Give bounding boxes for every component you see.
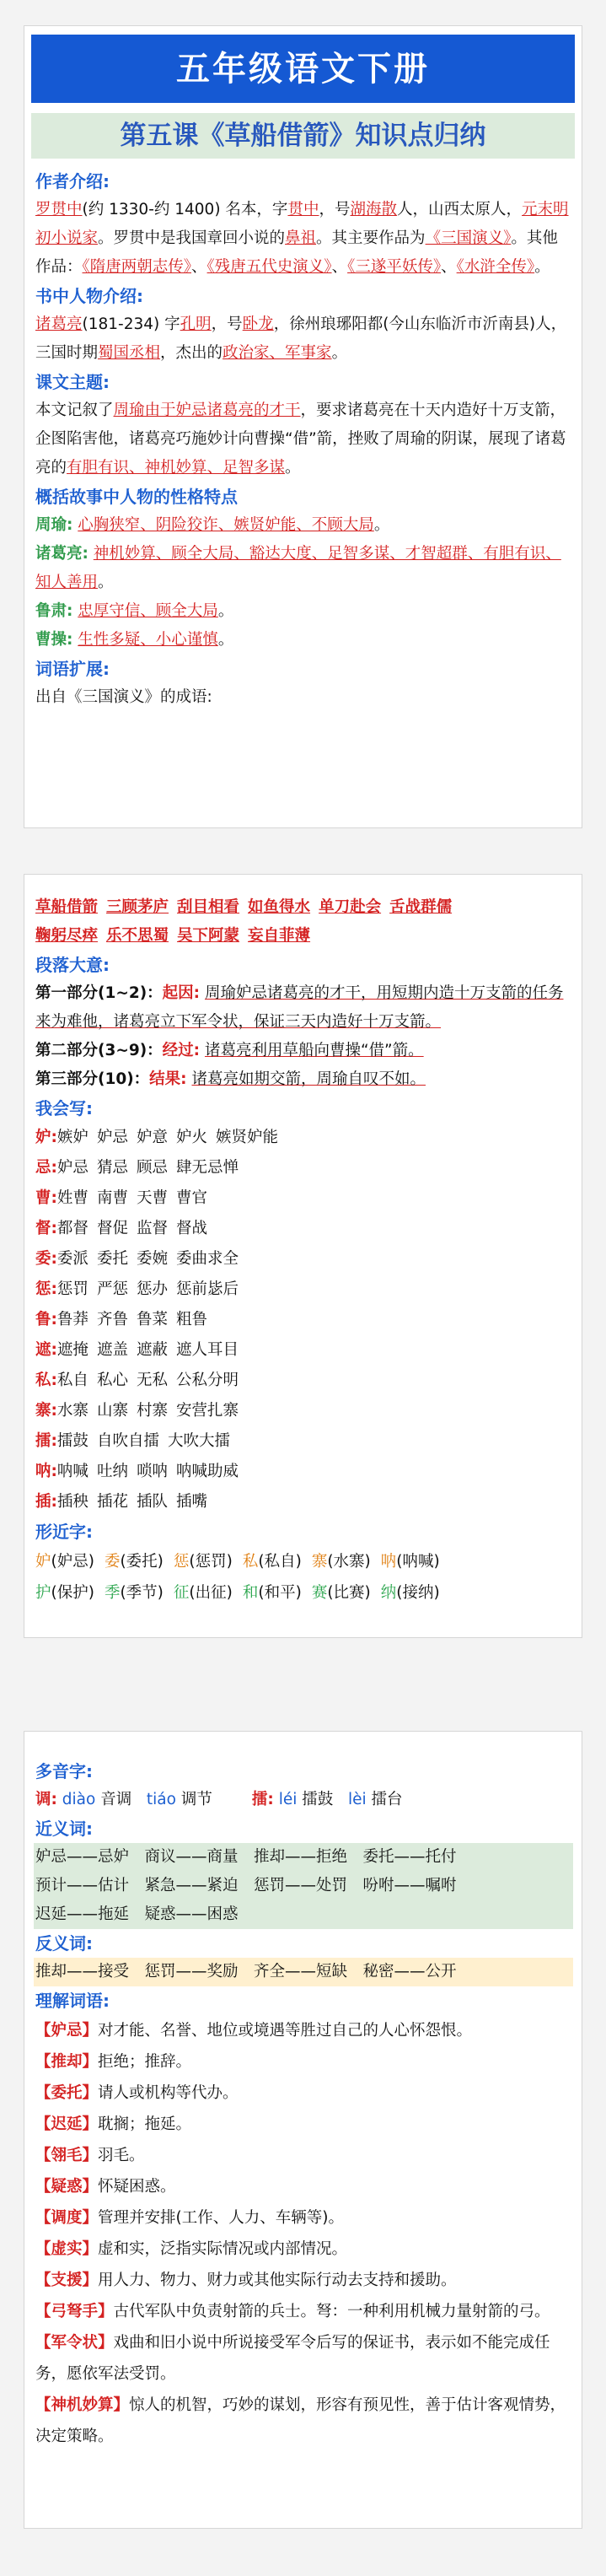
write-char: 妒 (35, 1129, 51, 1146)
write-word: 插嘴 (175, 1493, 207, 1511)
write-word: 村寨 (136, 1402, 168, 1420)
write-word: 南曹 (96, 1189, 128, 1207)
antonym-box (34, 1958, 573, 1986)
write-word: 顾忌 (136, 1159, 168, 1177)
idiom-list (35, 893, 571, 951)
write-word: 私心 (96, 1372, 128, 1389)
write-word: 鲁菜 (136, 1311, 168, 1328)
definition-item: 【迟延】耽搁；拖延。 (35, 2115, 192, 2133)
write-word: 遮蔽 (136, 1341, 168, 1359)
write-list (35, 1123, 571, 1517)
write-word: 粗鲁 (175, 1311, 207, 1328)
lesson-subtitle: 第五课《草船借箭》知识点归纳 (31, 113, 575, 159)
idiom: 妄自菲薄 (248, 927, 311, 945)
page-title: 五年级语文下册 (31, 35, 575, 103)
author-paragraph: 罗贯中(约 1330-约 1400) 名本，字贯中，号湖海散人，山西太原人，元末明初小说家。罗贯中是我国章回小说的鼻祖。其主要作品为《三国演义》。其他作品：《隋唐两朝志传》、《残唐五代史演义》、《三遂平妖传》、《水浒全传》。 (35, 201, 569, 276)
write-word: 妒忌 (96, 1129, 128, 1146)
write-char: 擂 (35, 1432, 51, 1450)
poly-heading: 多音字: (35, 1761, 93, 1781)
similar-heading: 形近字: (35, 1522, 93, 1542)
similar-item: 赛(比赛) (311, 1584, 371, 1602)
similar-item: 护(保护) (35, 1584, 94, 1602)
write-word: 无私 (136, 1372, 168, 1389)
definition-list (35, 2015, 571, 2452)
idiom: 草船借箭 (35, 898, 99, 916)
write-word: 嫉贤妒能 (215, 1129, 278, 1146)
write-word: 遮掩 (56, 1341, 88, 1359)
write-char: 私 (35, 1372, 51, 1389)
write-word: 严惩 (96, 1280, 128, 1298)
character-heading: 书中人物介绍: (35, 286, 143, 306)
definition-item: 【弓弩手】古代军队中负责射箭的兵士。弩：一种利用机械力量射箭的弓。 (35, 2303, 550, 2320)
write-char: 插 (35, 1493, 51, 1511)
idiom: 单刀赴会 (319, 898, 382, 916)
synonym-row: 妒忌——忌妒 商议——商量 推却——拒绝 委托——托付 (35, 1848, 457, 1866)
write-word: 委婉 (136, 1250, 168, 1268)
write-word: 都督 (56, 1220, 88, 1237)
write-word: 遮人耳目 (175, 1341, 239, 1359)
synonym-row: 预计——估计 紧急——紧迫 惩罚——处罚 吩咐——嘱咐 (35, 1877, 457, 1894)
definition-item: 【虚实】虚和实，泛指实际情况或内部情况。 (35, 2240, 348, 2258)
theme-paragraph: 本文记叙了周瑜由于妒忌诸葛亮的才干，要求诸葛亮在十天内造好十万支箭，企图陷害他，诸葛亮巧施妙计向曹操“借”箭，挫败了周瑜的阴谋，展现了诸葛亮的有胆有识、神机妙算、足智多谋。 (35, 401, 566, 477)
idiom: 三顾茅庐 (106, 898, 169, 916)
definition-item: 【翎毛】羽毛。 (35, 2147, 145, 2164)
trait-item: 周瑜: 心胸狭窄、阴险狡诈、嫉贤妒能、不顾大局。 (35, 516, 390, 534)
definition-item: 【神机妙算】惊人的机智，巧妙的谋划，形容有预见性，善于估计客观情势，决定策略。 (35, 2396, 566, 2445)
write-word: 吐纳 (96, 1463, 128, 1480)
write-word: 惩前毖后 (175, 1280, 239, 1298)
idiom: 舌战群儒 (389, 898, 453, 916)
character-paragraph: 诸葛亮(181-234) 字孔明，号卧龙，徐州琅琊阳都(今山东临沂市沂南县)人，三国时期蜀国丞相，杰出的政治家、军事家。 (35, 315, 567, 362)
write-word: 公私分明 (175, 1372, 239, 1389)
similar-row (35, 1546, 571, 1577)
write-word: 督战 (175, 1220, 207, 1237)
write-word: 鲁莽 (56, 1311, 88, 1328)
antonym-row: 推却——接受 惩罚——奖励 齐全——短缺 秘密——公开 (35, 1963, 457, 1981)
write-char: 惩 (35, 1280, 51, 1298)
trait-item: 曹操: 生性多疑、小心谨慎。 (35, 631, 234, 649)
sections-card (24, 874, 582, 1638)
write-word: 惩罚 (56, 1280, 88, 1298)
definition-heading: 理解词语: (35, 1991, 110, 2011)
write-word: 自吹自擂 (96, 1432, 159, 1450)
section-item: 第二部分(3~9)：经过: 诸葛亮利用草船向曹操“借”箭。 (35, 1042, 424, 1059)
author-heading: 作者介绍: (35, 171, 110, 191)
write-char: 呐 (35, 1463, 51, 1480)
write-word: 妒意 (136, 1129, 168, 1146)
write-row: 私:私自 私心 无私 公私分明 (35, 1372, 239, 1389)
write-char: 委 (35, 1250, 51, 1268)
traits-list (35, 511, 571, 655)
write-word: 插秧 (56, 1493, 88, 1511)
write-word: 呐喊助威 (175, 1463, 239, 1480)
vocab-heading: 词语扩展: (35, 659, 110, 679)
write-word: 天曹 (136, 1189, 168, 1207)
similar-item: 私(私自) (242, 1553, 302, 1571)
similar-item: 妒(妒忌) (35, 1553, 94, 1571)
write-row: 寨:水寨 山寨 村寨 安营扎寨 (35, 1402, 239, 1420)
write-char: 曹 (35, 1189, 51, 1207)
similar-item: 季(季节) (104, 1584, 164, 1602)
write-word: 私自 (56, 1372, 88, 1389)
write-char: 鲁 (35, 1311, 51, 1328)
write-word: 擂鼓 (56, 1432, 88, 1450)
theme-heading: 课文主题: (35, 372, 110, 392)
write-word: 肆无忌惮 (175, 1159, 239, 1177)
trait-item: 鲁肃: 忠厚守信、顾全大局。 (35, 602, 234, 620)
definition-item: 【支援】用人力、物力、财力或其他实际行动去支持和援助。 (35, 2272, 457, 2289)
write-heading: 我会写: (35, 1098, 93, 1118)
write-word: 安营扎寨 (175, 1402, 239, 1420)
write-word: 插队 (136, 1493, 168, 1511)
section-item: 第一部分(1~2)：起因: 周瑜妒忌诸葛亮的才干，用短期内造十万支箭的任务来为难他，诸葛亮立下军令状，保证三天内造好十万支箭。 (35, 984, 564, 1031)
write-word: 唢呐 (136, 1463, 168, 1480)
write-char: 遮 (35, 1341, 51, 1359)
idiom: 刮目相看 (177, 898, 240, 916)
definition-item: 【推却】拒绝；推辞。 (35, 2053, 192, 2071)
write-row: 忌:妒忌 猜忌 顾忌 肆无忌惮 (35, 1159, 239, 1177)
write-row: 妒:嫉妒 妒忌 妒意 妒火 嫉贤妒能 (35, 1129, 278, 1146)
definition-item: 【妒忌】对才能、名誉、地位或境遇等胜过自己的人心怀怨恨。 (35, 2022, 473, 2040)
definition-item: 【委托】请人或机构等代办。 (35, 2084, 239, 2102)
antonym-heading: 反义词: (35, 1933, 93, 1954)
write-row: 督:都督 督促 监督 督战 (35, 1220, 207, 1237)
write-row: 呐:呐喊 吐纳 唢呐 呐喊助威 (35, 1463, 239, 1480)
write-word: 呐喊 (56, 1463, 88, 1480)
intro-card (24, 25, 582, 828)
write-word: 妒忌 (56, 1159, 88, 1177)
definition-item: 【调度】管理并安排(工作、人力、车辆等)。 (35, 2209, 344, 2227)
similar-row (35, 1577, 571, 1609)
synonym-row: 迟延——拖延 疑惑——困惑 (35, 1905, 239, 1923)
similar-item: 呐(呐喊) (380, 1553, 440, 1571)
write-word: 遮盖 (96, 1341, 128, 1359)
synonym-box (34, 1843, 573, 1929)
similar-item: 惩(惩罚) (173, 1553, 233, 1571)
definition-item: 【军令状】戏曲和旧小说中所说接受军令后写的保证书，表示如不能完成任务，愿依军法受罚。 (35, 2334, 550, 2383)
write-row: 插:插秧 插花 插队 插嘴 (35, 1493, 207, 1511)
vocab-text: 出自《三国演义》的成语: (35, 688, 212, 706)
definition-item: 【疑惑】怀疑困惑。 (35, 2178, 176, 2196)
write-word: 山寨 (96, 1402, 128, 1420)
similar-item: 和(和平) (242, 1584, 302, 1602)
write-word: 齐鲁 (96, 1311, 128, 1328)
write-word: 惩办 (136, 1280, 168, 1298)
trait-item: 诸葛亮: 神机妙算、顾全大局、豁达大度、足智多谋、才智超群、有胆有识、知人善用。 (35, 545, 561, 591)
similar-item: 委(委托) (104, 1553, 164, 1571)
write-row: 惩:惩罚 严惩 惩办 惩前毖后 (35, 1280, 239, 1298)
write-row: 擂:擂鼓 自吹自擂 大吹大擂 (35, 1432, 230, 1450)
section-item: 第三部分(10)：结果: 诸葛亮如期交箭，周瑜自叹不如。 (35, 1070, 426, 1088)
write-row: 曹:姓曹 南曹 天曹 曹官 (35, 1189, 207, 1207)
write-word: 猜忌 (96, 1159, 128, 1177)
write-char: 寨 (35, 1402, 51, 1420)
idiom: 鞠躬尽瘁 (35, 927, 99, 945)
write-word: 委曲求全 (175, 1250, 239, 1268)
write-word: 妒火 (175, 1129, 207, 1146)
similar-item: 寨(水寨) (311, 1553, 371, 1571)
write-word: 曹官 (175, 1189, 207, 1207)
idiom: 如鱼得水 (248, 898, 311, 916)
similar-item: 征(出征) (173, 1584, 233, 1602)
similar-item: 纳(接纳) (380, 1584, 440, 1602)
write-row: 遮:遮掩 遮盖 遮蔽 遮人耳目 (35, 1341, 239, 1359)
write-word: 嫉妒 (56, 1129, 88, 1146)
write-word: 监督 (136, 1220, 168, 1237)
write-char: 督 (35, 1220, 51, 1237)
write-word: 水寨 (56, 1402, 88, 1420)
idiom: 乐不思蜀 (106, 927, 169, 945)
idiom: 吴下阿蒙 (177, 927, 240, 945)
write-word: 姓曹 (56, 1189, 88, 1207)
write-row: 委:委派 委托 委婉 委曲求全 (35, 1250, 239, 1268)
write-word: 委托 (96, 1250, 128, 1268)
write-word: 委派 (56, 1250, 88, 1268)
synonym-heading: 近义词: (35, 1819, 93, 1839)
traits-heading: 概括故事中人物的性格特点 (35, 487, 238, 507)
poly-row: 调: diào 音调 tiáo 调节 擂: léi 擂鼓 lèi 擂台 (35, 1791, 403, 1808)
write-word: 督促 (96, 1220, 128, 1237)
sections-heading: 段落大意: (35, 955, 110, 975)
write-char: 忌 (35, 1159, 51, 1177)
vocab-card (24, 1731, 582, 2529)
write-row: 鲁:鲁莽 齐鲁 鲁菜 粗鲁 (35, 1311, 207, 1328)
write-word: 大吹大擂 (167, 1432, 230, 1450)
write-word: 插花 (96, 1493, 128, 1511)
